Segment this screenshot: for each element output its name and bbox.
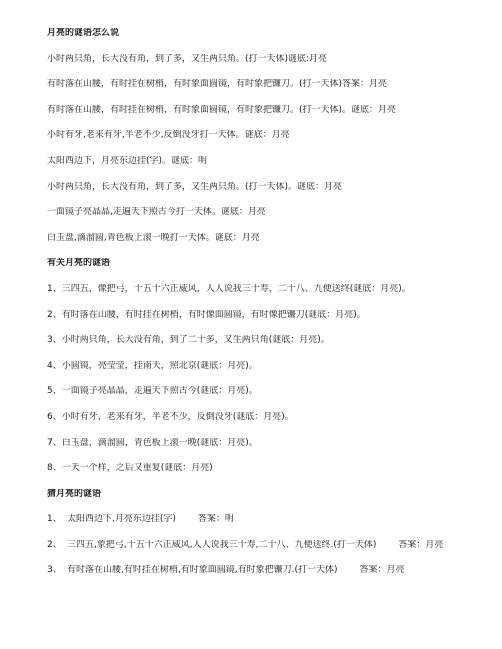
riddle-line: 有时落在山腰，有时挂在树梢，有时象面圆镜，有时象把镰刀。(打一天体)。谜底：月亮 (47, 104, 397, 115)
numbered-riddle: 8、一天一个样，之后又重复(谜底：月亮) (47, 463, 213, 474)
numbered-riddle: 1、三四五，像把弓，十五十六正威风，人人说我三十寿，二十八、九便送终(谜底：月亮)。 (47, 283, 411, 294)
riddle-line: 有时落在山腰，有时挂在树梢，有时象面圆镜，有时象把镰刀。(打一天体)答案：月亮 (47, 79, 388, 90)
section-heading: 猜月亮的谜语 (47, 488, 102, 499)
riddle-number: 2、 (47, 539, 62, 550)
riddle-line: 小时两只角，长大没有角，到了多，又生两只角。(打一天体)。谜底：月亮 (47, 181, 343, 192)
riddle-answer: 答案：月亮 (398, 539, 444, 550)
riddle-line: 小时两只角，长大没有角，到了多，又生两只角。(打一天体)谜底:月亮 (47, 53, 328, 64)
answer-riddle-row (47, 540, 492, 551)
numbered-riddle: 6、小时有牙，老来有牙，半老不少，反倒没牙(谜底：月亮)。 (47, 411, 294, 422)
riddle-line: 一面镜子亮晶晶,走遍天下照古今打一天体。谜底：月亮 (47, 207, 266, 218)
riddle-number: 1、 (47, 514, 62, 525)
numbered-riddle: 4、小圆镜，亮莹莹，挂南天，照北京(谜底：月亮)。 (47, 360, 258, 371)
answer-riddle-row (47, 514, 492, 525)
document-title: 月亮的谜语怎么说 (47, 28, 120, 38)
section-heading: 有关月亮的谜语 (47, 258, 111, 269)
numbered-riddle: 2、有时落在山腰，有时挂在树梢，有时像面圆镜，有时像把镰刀(谜底：月亮)。 (47, 309, 366, 320)
numbered-riddle: 3、小时两只角，长大没有角，到了二十多，又生两只角(谜底：月亮)。 (47, 335, 330, 346)
numbered-riddle: 7、白玉盘，滴溜圆，青色板上滚一晚(谜底：月亮)。 (47, 437, 258, 448)
riddle-line: 小时有牙,老来有牙,半老不少,反倒没牙打一天体。谜底：月亮 (47, 130, 290, 141)
numbered-riddle: 5、一面镜子亮晶晶，走遍天下照古今(谜底：月亮)。 (47, 386, 258, 397)
riddle-question: 三四五,象把弓,十五十六正威风,人人说我三十寿,二十八、九便送终.(打一天体) (67, 539, 377, 550)
riddle-answer: 答案：月亮 (359, 565, 405, 576)
riddle-line: 太阳西边下，月亮东边挂(字)。谜底：明 (47, 155, 208, 166)
answer-riddle-row (47, 565, 492, 576)
riddle-number: 3、 (47, 565, 62, 576)
riddle-answer: 答案：明 (197, 514, 234, 525)
riddle-question: 太阳西边下,月亮东边挂(字) (67, 514, 176, 525)
riddle-line: 白玉盘,滴溜圆,青色板上滚一晚打一天体。谜底：月亮 (47, 232, 260, 243)
riddle-question: 有时落在山腰,有时挂在树梢,有时象面圆镜,有时象把镰刀.(打一天体) (67, 565, 338, 576)
